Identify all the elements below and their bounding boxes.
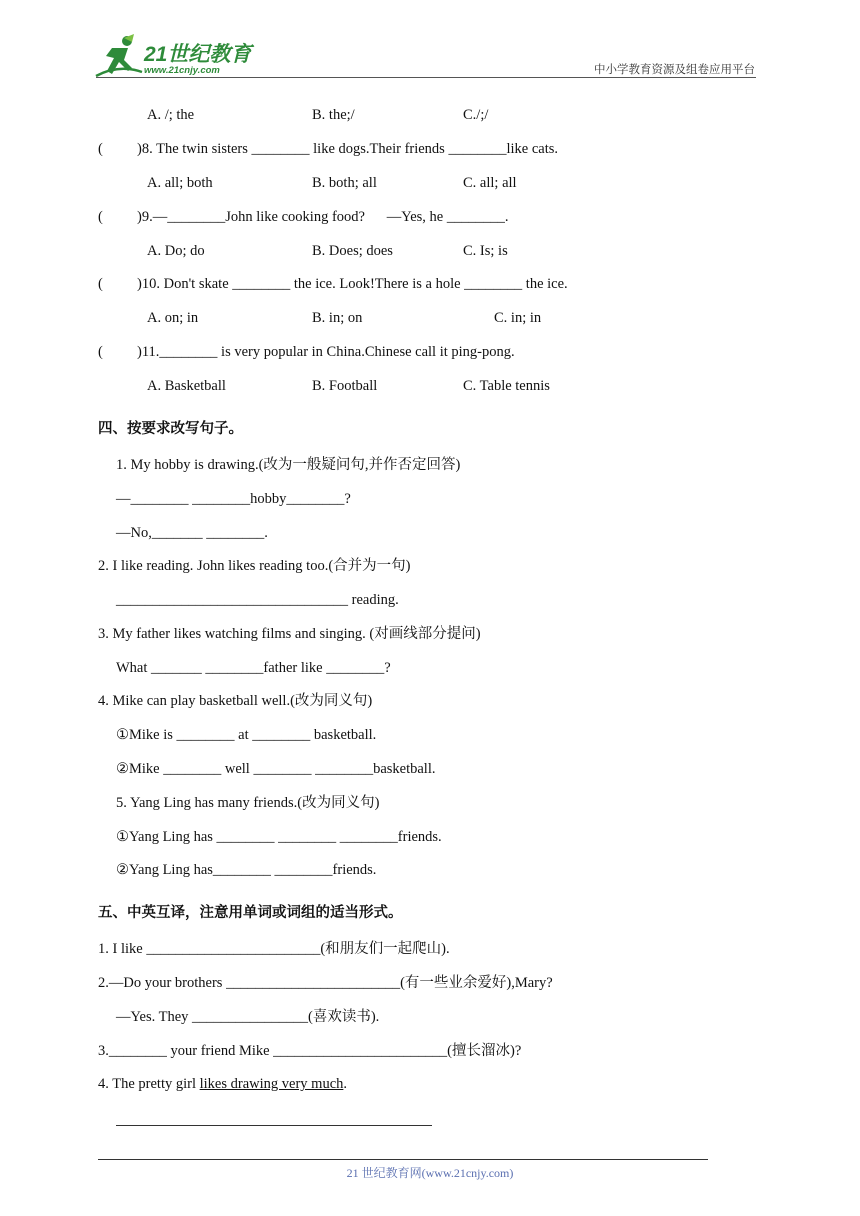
s4-q4: 4. Mike can play basketball well.(改为同义句) — [98, 693, 373, 709]
s5-q1: 1. I like ________________________(和朋友们一起爬山). — [98, 941, 450, 957]
q11-option-b: B. Football — [312, 378, 378, 394]
q9-option-c: C. Is; is — [463, 243, 508, 259]
s5-q2: 2.—Do your brothers ________________________(有一些业余爱好),Mary? — [98, 975, 553, 991]
s4-q3: 3. My father likes watching films and singing. (对画线部分提问) — [98, 626, 481, 642]
q9-option-b: B. Does; does — [312, 243, 393, 259]
q11-question: )11.________ is very popular in China.Chinese call it ping-pong. — [137, 344, 515, 360]
s5-q4-underlined: likes drawing very much — [199, 1076, 344, 1092]
section5-title: 五、中英互译，注意用单词或词组的适当形式。 — [98, 905, 403, 921]
s4-q3-line1: What _______ ________father like ________? — [116, 660, 391, 676]
logo-sub-text: www.21cnjy.com — [144, 65, 220, 76]
s5-q3: 3.________ your friend Mike ________________________(擅长溜冰)? — [98, 1043, 522, 1059]
footer-text: 21 世纪教育网(www.21cnjy.com) — [346, 1166, 514, 1180]
q10-paren: ( — [98, 276, 103, 292]
q9-paren: ( — [98, 209, 103, 225]
page-header — [0, 0, 860, 90]
s4-q2-line1: ________________________________ reading. — [116, 592, 399, 608]
q10-question: )10. Don't skate ________ the ice. Look!There is a hole ________ the ice. — [137, 276, 568, 292]
s4-q5: 5. Yang Ling has many friends.(改为同义句) — [116, 795, 380, 811]
s4-q1-line2: —No,_______ ________. — [116, 525, 268, 541]
q10-option-a: A. on; in — [147, 310, 199, 326]
q8-option-b: B. both; all — [312, 175, 377, 191]
q10-option-c: C. in; in — [494, 310, 542, 326]
s4-q4-line2: ②Mike ________ well ________ ________basketball. — [116, 761, 436, 777]
section4-title: 四、按要求改写句子。 — [98, 421, 243, 437]
s4-q5-line1: ①Yang Ling has ________ ________ ________friends. — [116, 829, 442, 845]
q8-question: )8. The twin sisters ________ like dogs.Their friends ________like cats. — [137, 141, 558, 157]
q7-option-b: B. the;/ — [312, 107, 355, 123]
q7-option-c: C./;/ — [463, 107, 489, 123]
q8-option-a: A. all; both — [147, 175, 213, 191]
q11-option-a: A. Basketball — [147, 378, 226, 394]
s4-q1-line1: —________ ________hobby________? — [116, 491, 351, 507]
q8-option-c: C. all; all — [463, 175, 517, 191]
s5-q4-answer-line — [116, 1125, 432, 1126]
footer-divider — [98, 1159, 708, 1160]
s4-q4-line1: ①Mike is ________ at ________ basketball. — [116, 727, 377, 743]
logo — [94, 34, 264, 80]
s5-q2b: —Yes. They ________________(喜欢读书). — [116, 1009, 380, 1025]
logo-main-text: 21世纪教育 — [144, 43, 252, 66]
q10-option-b: B. in; on — [312, 310, 363, 326]
runner-logo-icon — [94, 34, 144, 80]
q7-option-a: A. /; the — [147, 107, 195, 123]
s4-q2: 2. I like reading. John likes reading too.(合并为一句) — [98, 558, 411, 574]
q11-paren: ( — [98, 344, 103, 360]
s4-q1: 1. My hobby is drawing.(改为一般疑问句,并作否定回答) — [116, 457, 461, 473]
s5-q4: 4. The pretty girl likes drawing very much. — [98, 1076, 348, 1092]
header-platform-text: 中小学教育资源及组卷应用平台 — [594, 62, 755, 76]
s4-q5-line2: ②Yang Ling has________ ________friends. — [116, 862, 377, 878]
q9-option-a: A. Do; do — [147, 243, 205, 259]
header-divider — [96, 77, 756, 78]
q11-option-c: C. Table tennis — [463, 378, 550, 394]
q9-question: )9.—________John like cooking food? —Yes, he ________. — [137, 209, 509, 225]
q8-paren: ( — [98, 141, 103, 157]
